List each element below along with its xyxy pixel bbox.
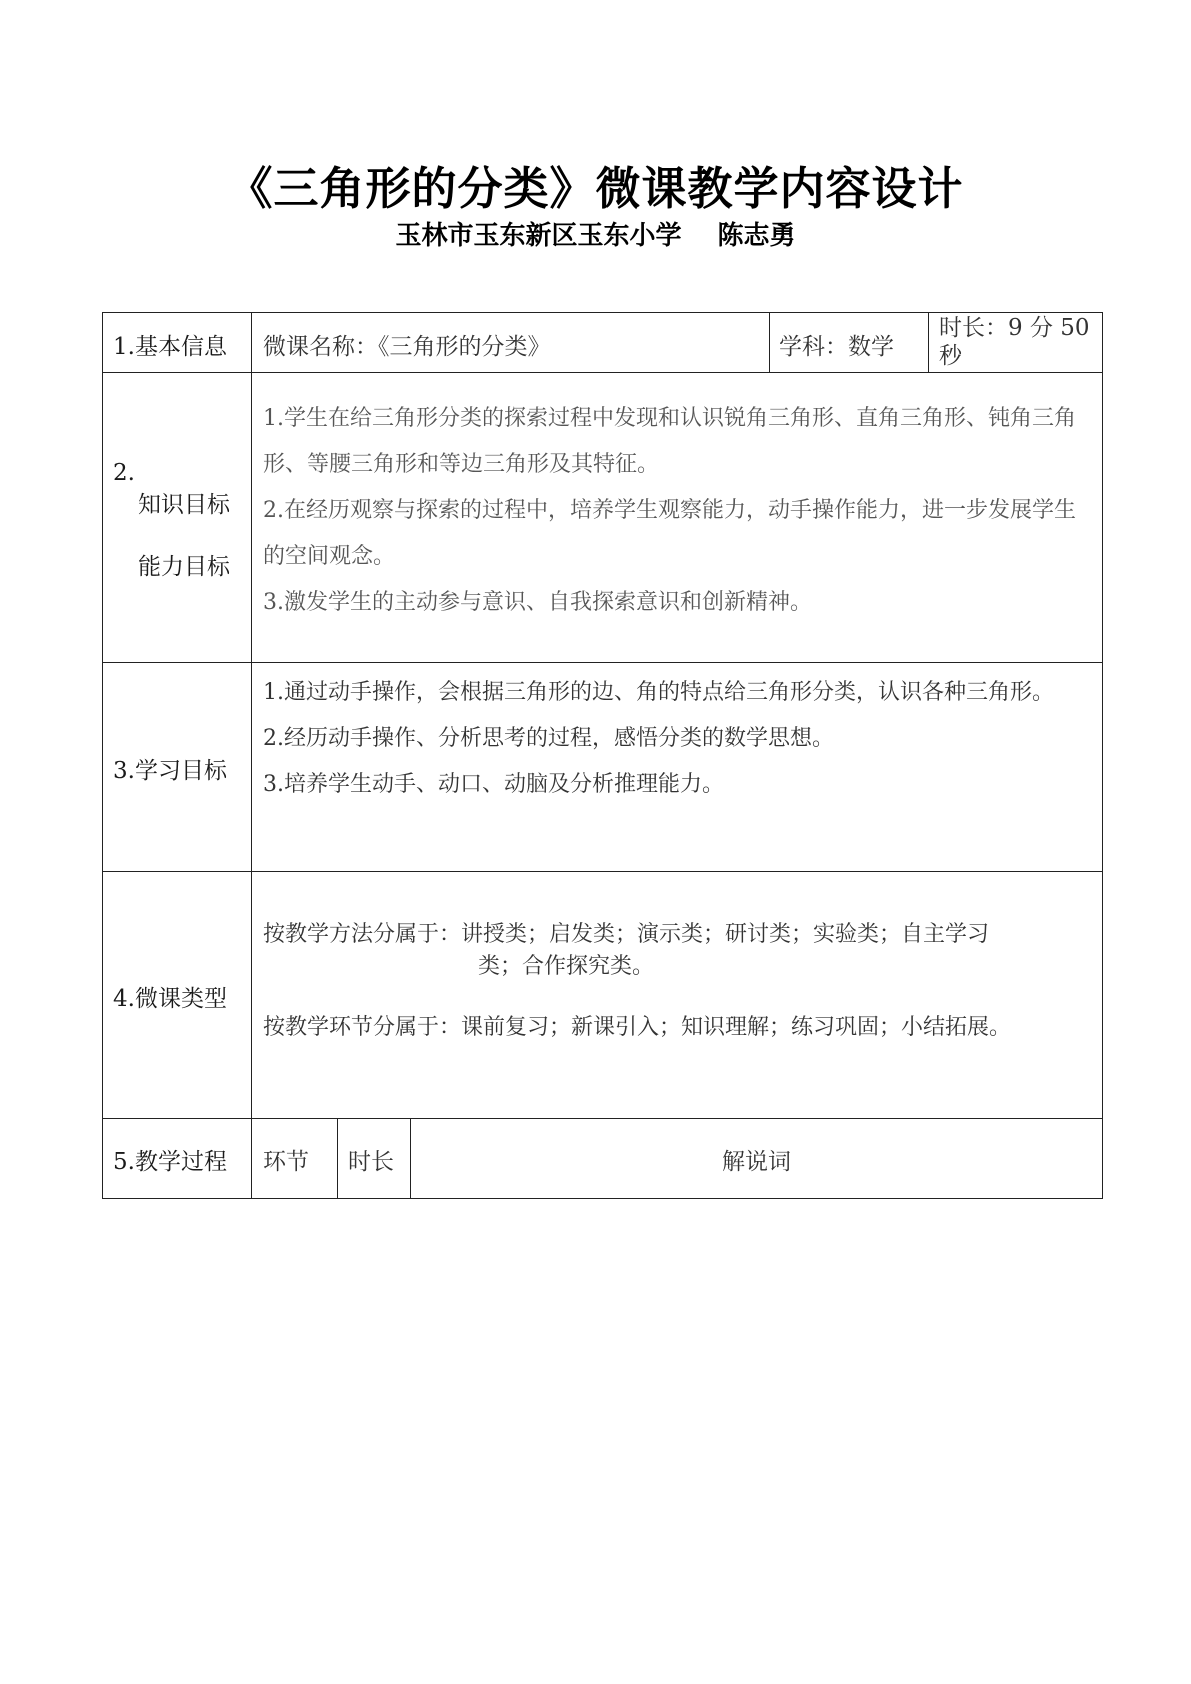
- list-item: 3.培养学生动手、动口、动脑及分析推理能力。: [263, 772, 724, 797]
- author-name: 陈志勇: [717, 221, 796, 251]
- author-line: [0, 215, 1191, 252]
- row-label-teaching-process: 5.教学过程: [113, 1149, 227, 1175]
- list-item: 1.通过动手操作，会根据三角形的边、角的特点给三角形分类，认识各种三角形。: [263, 680, 1054, 705]
- row-label-learning-goal: 3.学习目标: [113, 758, 227, 784]
- duration: [939, 314, 1090, 370]
- method-classification: 按教学方法分属于：讲授类；启发类；演示类；研讨类；实验类；自主学习: [263, 922, 990, 947]
- row-divider: [102, 662, 1103, 663]
- subject: 学科：数学: [779, 334, 894, 360]
- row-label-basic-info: 1.基本信息: [113, 334, 227, 360]
- column-divider: [337, 1118, 338, 1199]
- list-item: 1.学生在给三角形分类的探索过程中发现和认识锐角三角形、直角三角形、钝角三角形、等腰三角形和等边三角形及其特征。: [263, 406, 1076, 477]
- list-item: 2.在经历观察与探索的过程中，培养学生观察能力，动手操作能力，进一步发展学生的空间观念。: [263, 498, 1076, 569]
- knowledge-goals: [263, 396, 1093, 626]
- course-name: 微课名称：《三角形的分类》: [263, 334, 551, 360]
- column-divider: [769, 312, 770, 372]
- column-header-time: 时长: [348, 1149, 394, 1175]
- row-label-ability-goal: 能力目标: [138, 554, 230, 580]
- row-divider: [102, 372, 1103, 373]
- column-header-script: 解说词: [722, 1149, 791, 1175]
- stage-classification: 按教学环节分属于：课前复习；新课引入；知识理解；练习巩固；小结拓展。: [263, 1015, 1012, 1040]
- row-divider: [102, 871, 1103, 872]
- row-label-number: 2.: [113, 460, 135, 486]
- row-label-course-type: 4.微课类型: [113, 986, 227, 1012]
- duration-line-1: 时长：9 分 50: [939, 315, 1090, 341]
- duration-line-2: 秒: [939, 343, 962, 369]
- column-header-stage: 环节: [263, 1149, 309, 1175]
- learning-goals: [263, 670, 1093, 808]
- method-classification-continued: 类；合作探究类。: [478, 954, 655, 979]
- row-divider: [102, 1118, 1103, 1119]
- list-item: 3.激发学生的主动参与意识、自我探索意识和创新精神。: [263, 590, 812, 615]
- school-name: 玉林市玉东新区玉东小学: [395, 221, 682, 251]
- row-label-knowledge-goal: 知识目标: [138, 492, 230, 518]
- page-title: 《三角形的分类》微课教学内容设计: [227, 162, 964, 215]
- column-divider: [928, 312, 929, 372]
- column-divider: [251, 312, 252, 1199]
- list-item: 2.经历动手操作、分析思考的过程，感悟分类的数学思想。: [263, 726, 834, 751]
